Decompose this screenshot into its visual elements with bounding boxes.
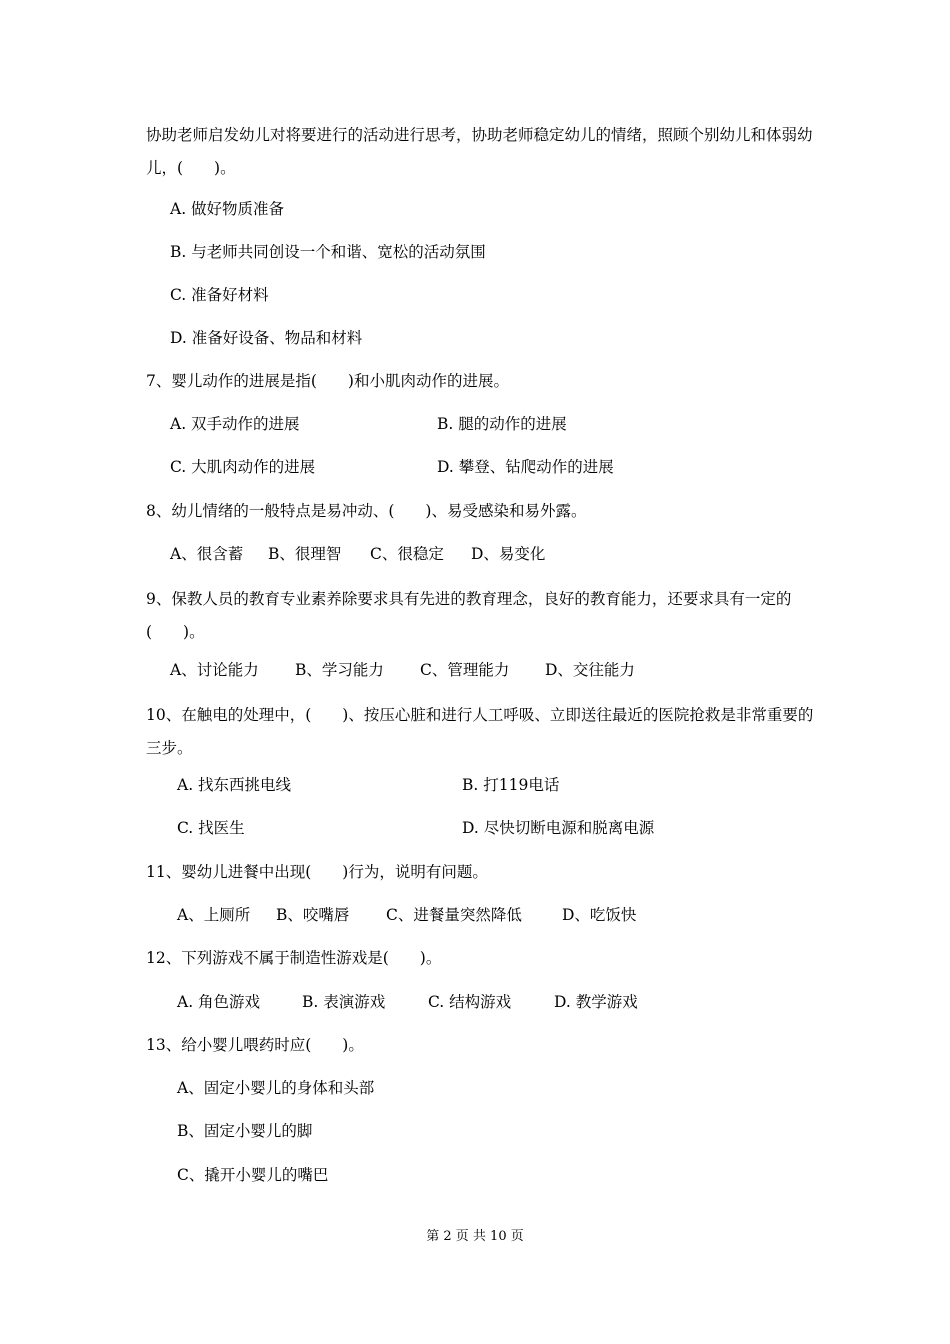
question-12-stem: 12、下列游戏不属于制造性游戏是( )。: [146, 949, 442, 967]
question-6-option-a: A. 做好物质准备: [170, 200, 285, 218]
question-13-stem: 13、给小婴儿喂药时应( )。: [146, 1036, 364, 1054]
question-10-stem: 10、在触电的处理中，( )、按压心脏和进行人工呼吸、立即送往最近的医院抢救是非常重要的三步。: [146, 706, 814, 757]
question-11-option-a: A、上厕所: [177, 906, 251, 924]
question-6-stem: 协助老师启发幼儿对将要进行的活动进行思考，协助老师稳定幼儿的情绪，照顾个别幼儿和体弱幼儿，( )。: [146, 126, 813, 177]
question-8-option-d: D、易变化: [471, 545, 546, 563]
question-13-option-c: C、撬开小婴儿的嘴巴: [177, 1166, 329, 1184]
question-7-option-b: B. 腿的动作的进展: [437, 415, 567, 433]
question-7-option-a: A. 双手动作的进展: [170, 415, 300, 433]
question-10-option-d: D. 尽快切断电源和脱离电源: [462, 819, 655, 837]
question-9-stem: 9、保教人员的教育专业素养除要求具有先进的教育理念，良好的教育能力，还要求具有一定的( )。: [146, 590, 792, 641]
question-8-option-a: A、很含蓄: [170, 545, 244, 563]
question-8-option-c: C、很稳定: [370, 545, 444, 563]
question-12-option-b: B. 表演游戏: [302, 993, 386, 1011]
question-6-option-c: C. 准备好材料: [170, 286, 269, 304]
question-11-stem: 11、婴幼儿进餐中出现( )行为，说明有问题。: [146, 863, 488, 881]
question-12-option-c: C. 结构游戏: [428, 993, 512, 1011]
question-6-option-b: B. 与老师共同创设一个和谐、宽松的活动氛围: [170, 243, 486, 261]
question-6-option-d: D. 准备好设备、物品和材料: [170, 329, 363, 347]
question-10-option-a: A. 找东西挑电线: [177, 776, 292, 794]
question-9-option-b: B、学习能力: [295, 661, 384, 679]
question-9-option-a: A、讨论能力: [170, 661, 259, 679]
question-12-option-d: D. 教学游戏: [554, 993, 638, 1011]
question-7-option-c: C. 大肌肉动作的进展: [170, 458, 316, 476]
question-9-option-d: D、交往能力: [545, 661, 635, 679]
question-9-option-c: C、管理能力: [420, 661, 510, 679]
question-11-option-b: B、咬嘴唇: [276, 906, 350, 924]
question-7-stem: 7、婴儿动作的进展是指( )和小肌肉动作的进展。: [146, 372, 509, 390]
question-10-option-c: C. 找医生: [177, 819, 245, 837]
question-8-stem: 8、幼儿情绪的一般特点是易冲动、( )、易受感染和易外露。: [146, 502, 587, 520]
question-8-option-b: B、很理智: [268, 545, 342, 563]
question-7-option-d: D. 攀登、钻爬动作的进展: [437, 458, 614, 476]
question-13-option-b: B、固定小婴儿的脚: [177, 1122, 313, 1140]
page-number-footer: 第 2 页 共 10 页: [426, 1229, 524, 1244]
question-11-option-c: C、进餐量突然降低: [386, 906, 522, 924]
question-12-option-a: A. 角色游戏: [177, 993, 261, 1011]
question-13-option-a: A、固定小婴儿的身体和头部: [177, 1079, 375, 1097]
question-10-option-b: B. 打119电话: [462, 776, 560, 794]
question-11-option-d: D、吃饭快: [562, 906, 637, 924]
